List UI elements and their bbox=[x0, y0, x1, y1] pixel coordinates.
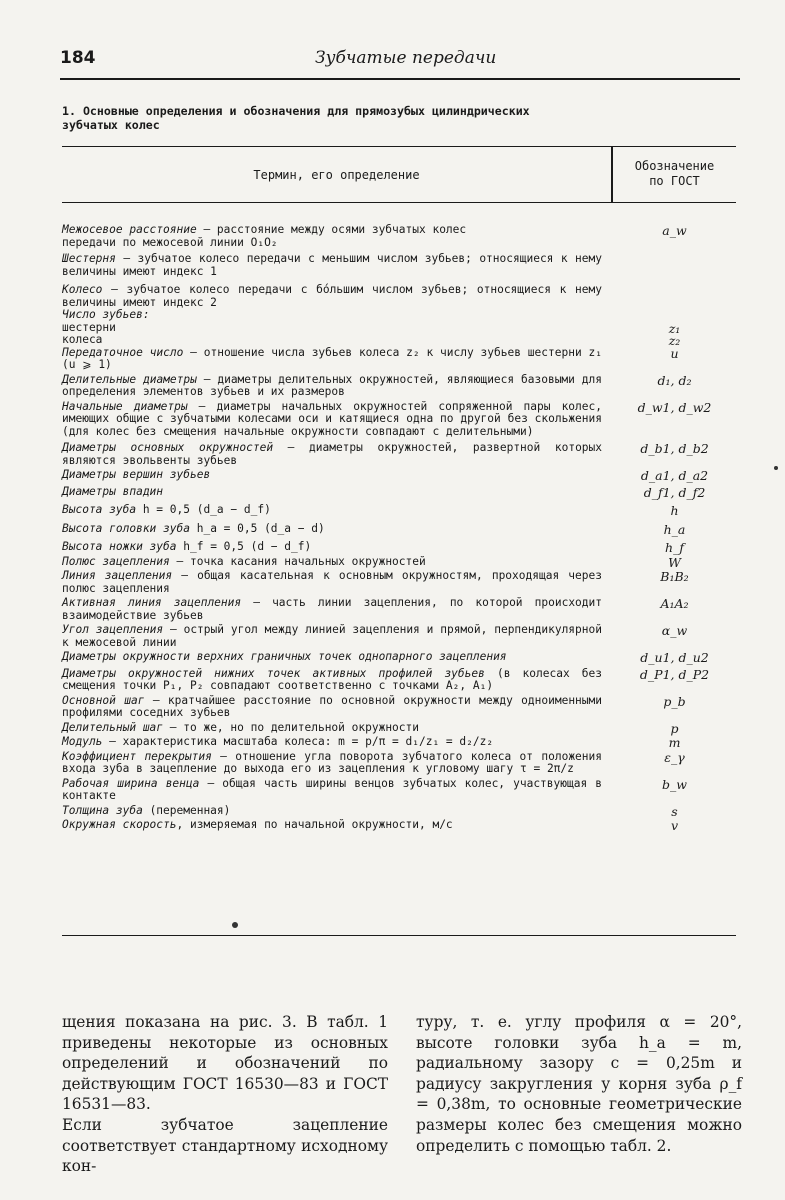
term-name: Коэффициент перекрытия bbox=[62, 749, 212, 763]
term-text: — диаметры делительных окружностей, являющиеся базовыми для определения элементов зубьев и их размеров bbox=[62, 372, 602, 398]
term-name: Полюс зацепления bbox=[62, 554, 170, 568]
term-text: — диаметры начальных окружностей сопряженной пары колес, имеющих общие с зубчатыми колесами оси и катящиеся одна по другой без скольжения (для колес без смещения начальные окружности совпадают с делительными) bbox=[62, 399, 602, 438]
body-text-right-column: туру, т. е. углу профиля α = 20°, высоте головки зуба h_a = m, радиальному зазору c = 0,25m и радиусу закругления у корня зуба ρ_f = 0,38m, то основные геометрические размеры колес без смещения можно определить с помощью табл. 2. bbox=[416, 1013, 742, 1155]
term-name: Диаметры впадин bbox=[62, 484, 164, 498]
term-text: h_f = 0,5 (d − d_f) bbox=[176, 540, 312, 553]
gost-symbol: h bbox=[670, 503, 679, 518]
term-name: Модуль bbox=[62, 735, 103, 748]
table-top-rule bbox=[62, 146, 736, 147]
table-row bbox=[62, 751, 736, 776]
term-definition bbox=[62, 736, 602, 749]
gost-symbol: h_a bbox=[663, 521, 686, 537]
page-header bbox=[60, 44, 740, 76]
table-row bbox=[62, 347, 736, 372]
body-text-left-column: щения показана на рис. 3. В табл. 1 приведены некоторые из основных определений и обозначений по действующим ГОСТ 16530—83 и ГОСТ 16531—83. Если зубчатое зацепление соответствует стандартному исходному кон- bbox=[62, 1013, 388, 1176]
gost-symbol: d_b1, d_b2 bbox=[640, 441, 709, 456]
term-definition bbox=[62, 651, 602, 664]
table-row bbox=[62, 668, 736, 693]
table-row bbox=[62, 805, 736, 818]
running-title: Зубчатые передачи bbox=[315, 48, 497, 68]
table-row bbox=[62, 374, 736, 399]
term-text: — характеристика масштаба колеса: m = p/π = d₁/z₁ = d₂/z₂ bbox=[102, 735, 494, 748]
term-definition bbox=[62, 401, 602, 439]
gost-symbol: d_a1, d_a2 bbox=[640, 468, 709, 483]
table-row bbox=[62, 469, 736, 482]
term-name: Шестерня bbox=[62, 252, 116, 265]
term-text: — расстояние между осями зубчатых колес передачи по межосевой линии O₁O₂ bbox=[62, 223, 467, 249]
term-name: Окружная скорость bbox=[62, 818, 177, 831]
term-definition bbox=[62, 668, 602, 693]
term-definition bbox=[62, 722, 602, 735]
term-name: Диаметры вершин зубьев bbox=[62, 468, 211, 481]
term-name: Высота зуба bbox=[62, 503, 137, 516]
header-rule bbox=[60, 78, 740, 80]
term-name: Начальные диаметры bbox=[62, 399, 188, 413]
gost-symbol: d₁, d₂ bbox=[657, 372, 692, 388]
term-definition bbox=[62, 695, 602, 720]
gost-symbol: α_w bbox=[661, 623, 688, 638]
term-text: , измеряемая по начальной окружности, м/с bbox=[176, 818, 453, 831]
term-definition bbox=[62, 624, 602, 649]
term-name: Высота ножки зуба bbox=[62, 540, 177, 553]
term-text: h = 0,5 (d_a − d_f) bbox=[136, 503, 271, 516]
term-name: Число зубьев: bbox=[62, 308, 150, 321]
table-row bbox=[62, 778, 736, 803]
gost-symbol: W bbox=[668, 554, 681, 570]
table-row bbox=[62, 253, 736, 278]
term-text: — общая часть ширины венцов зубчатых колес, участвующая в контакте bbox=[62, 776, 602, 802]
term-text: (в колесах без смещения точки P₁, P₂ совпадают соответственно с точками A₂, A₁) bbox=[62, 666, 602, 692]
column-header-term: Термин, его определение bbox=[253, 168, 420, 182]
gost-symbol: v bbox=[670, 818, 679, 833]
term-text: — отношение числа зубьев колеса z₂ к числу зубьев шестерни z₁ (u ⩾ 1) bbox=[62, 345, 602, 371]
table-row bbox=[62, 486, 736, 499]
gost-symbol: B₁B₂ bbox=[660, 569, 689, 584]
term-name: Колесо bbox=[62, 283, 103, 296]
table-caption: 1. Основные определения и обозначения для прямозубых цилиндрических зубчатых колес bbox=[62, 104, 530, 132]
term-text: колеса bbox=[62, 333, 103, 346]
term-definition bbox=[62, 556, 602, 569]
column-header-symbol: Обозначение по ГОСТ bbox=[634, 159, 715, 188]
gost-symbol: A₁A₂ bbox=[660, 596, 689, 611]
table-row bbox=[62, 597, 736, 622]
table-row bbox=[62, 736, 736, 749]
term-name: Диаметры окружностей нижних точек активных профилей зубьев bbox=[62, 666, 485, 680]
gost-symbol: b_w bbox=[662, 776, 687, 792]
term-definition bbox=[62, 322, 602, 335]
term-name: Диаметры основных окружностей bbox=[62, 441, 274, 454]
term-text: — зубчатое колесо передачи с бóльшим числом зубьев; относящиеся к нему величины имеют индекс 2 bbox=[62, 283, 602, 309]
term-name: Делительный шаг bbox=[62, 720, 164, 734]
term-name: Линия зацепления bbox=[62, 569, 173, 582]
table-row bbox=[62, 523, 736, 536]
table-row bbox=[62, 284, 736, 309]
term-text: — острый угол между линией зацепления и прямой, перпендикулярной к межосевой линии bbox=[62, 623, 602, 649]
term-definition bbox=[62, 751, 602, 776]
table-row bbox=[62, 722, 736, 735]
term-definition bbox=[62, 523, 602, 536]
gost-symbol: d_w1, d_w2 bbox=[637, 399, 712, 415]
table-row bbox=[62, 556, 736, 569]
term-definition bbox=[62, 504, 602, 517]
table-row bbox=[62, 695, 736, 720]
term-name: Межосевое расстояние bbox=[62, 223, 197, 236]
term-text: — кратчайшее расстояние по основной окружности между одноименными профилями соседних зубьев bbox=[62, 693, 602, 719]
term-definition bbox=[62, 284, 602, 309]
table-row bbox=[62, 541, 736, 554]
term-definition bbox=[62, 374, 602, 399]
term-text: — точка касания начальных окружностей bbox=[169, 554, 426, 568]
term-text: — часть линии зацепления, по которой происходит взаимодействие зубьев bbox=[62, 596, 602, 622]
term-definition bbox=[62, 778, 602, 803]
table-row bbox=[62, 504, 736, 517]
term-definition bbox=[62, 541, 602, 554]
table-row bbox=[62, 624, 736, 649]
term-definition bbox=[62, 309, 602, 322]
gost-symbol: u bbox=[670, 345, 679, 361]
table-row bbox=[62, 322, 736, 335]
gost-symbol: ε_γ bbox=[664, 749, 685, 765]
table-row bbox=[62, 224, 736, 249]
term-definition bbox=[62, 486, 602, 499]
gost-symbol: d_f1, d_f2 bbox=[643, 484, 706, 500]
table-row bbox=[62, 570, 736, 595]
term-name: Передаточное число bbox=[62, 345, 184, 359]
table-row bbox=[62, 309, 736, 322]
table-bottom-rule bbox=[62, 935, 736, 936]
print-mark bbox=[232, 922, 238, 928]
term-definition bbox=[62, 253, 602, 278]
term-text: h_a = 0,5 (d_a − d) bbox=[189, 521, 325, 535]
gost-symbol: h_f bbox=[665, 540, 684, 555]
gost-symbol: p_b bbox=[663, 693, 686, 709]
page-number: 184 bbox=[60, 48, 96, 68]
term-text: — отношение угла поворота зубчатого колеса от положения входа зуба в зацепление до выхода его из зацепления к угловому шагу τ = 2π/z bbox=[62, 749, 602, 775]
term-text: — зубчатое колесо передачи с меньшим числом зубьев; относящиеся к нему величины имеют индекс 1 bbox=[62, 252, 602, 278]
term-name: Диаметры окружности верхних граничных точек однопарного зацепления bbox=[62, 650, 507, 663]
gost-symbol: m bbox=[668, 735, 681, 750]
term-name: Рабочая ширина венца bbox=[62, 776, 200, 790]
gost-symbol: z₁ bbox=[668, 320, 681, 336]
table-header-rule bbox=[62, 202, 736, 203]
gost-symbol: d_P1, d_P2 bbox=[639, 666, 710, 682]
term-definition bbox=[62, 347, 602, 372]
term-definition bbox=[62, 469, 602, 482]
gost-symbol: d_u1, d_u2 bbox=[640, 650, 709, 665]
gost-symbol: s bbox=[671, 803, 678, 819]
term-text: — общая касательная к основным окружностям, проходящая через полюс зацепления bbox=[62, 569, 602, 595]
print-mark bbox=[774, 466, 778, 470]
term-name: Высота головки зуба bbox=[62, 521, 190, 535]
term-definition bbox=[62, 597, 602, 622]
term-name: Основной шаг bbox=[62, 693, 145, 707]
table-row bbox=[62, 651, 736, 664]
term-name: Делительные диаметры bbox=[62, 372, 197, 386]
term-name: Активная линия зацепления bbox=[62, 596, 242, 609]
term-definition bbox=[62, 442, 602, 467]
term-text: шестерни bbox=[62, 320, 116, 334]
term-definition bbox=[62, 224, 602, 249]
term-text: (переменная) bbox=[142, 803, 231, 817]
gost-symbol: p bbox=[670, 720, 679, 736]
definitions-table-body bbox=[62, 224, 736, 832]
gost-symbol: z₂ bbox=[668, 333, 681, 348]
term-definition bbox=[62, 570, 602, 595]
gost-symbol: a_w bbox=[662, 223, 687, 238]
term-text: — то же, но по делительной окружности bbox=[163, 720, 419, 734]
term-definition bbox=[62, 819, 602, 832]
term-name: Толщина зуба bbox=[62, 803, 143, 817]
term-name: Угол зацепления bbox=[62, 623, 164, 636]
table-row bbox=[62, 442, 736, 467]
table-row bbox=[62, 401, 736, 439]
term-definition bbox=[62, 805, 602, 818]
term-text: — диаметры окружностей, развертной которых являются эвольвенты зубьев bbox=[62, 441, 603, 467]
table-row bbox=[62, 819, 736, 832]
